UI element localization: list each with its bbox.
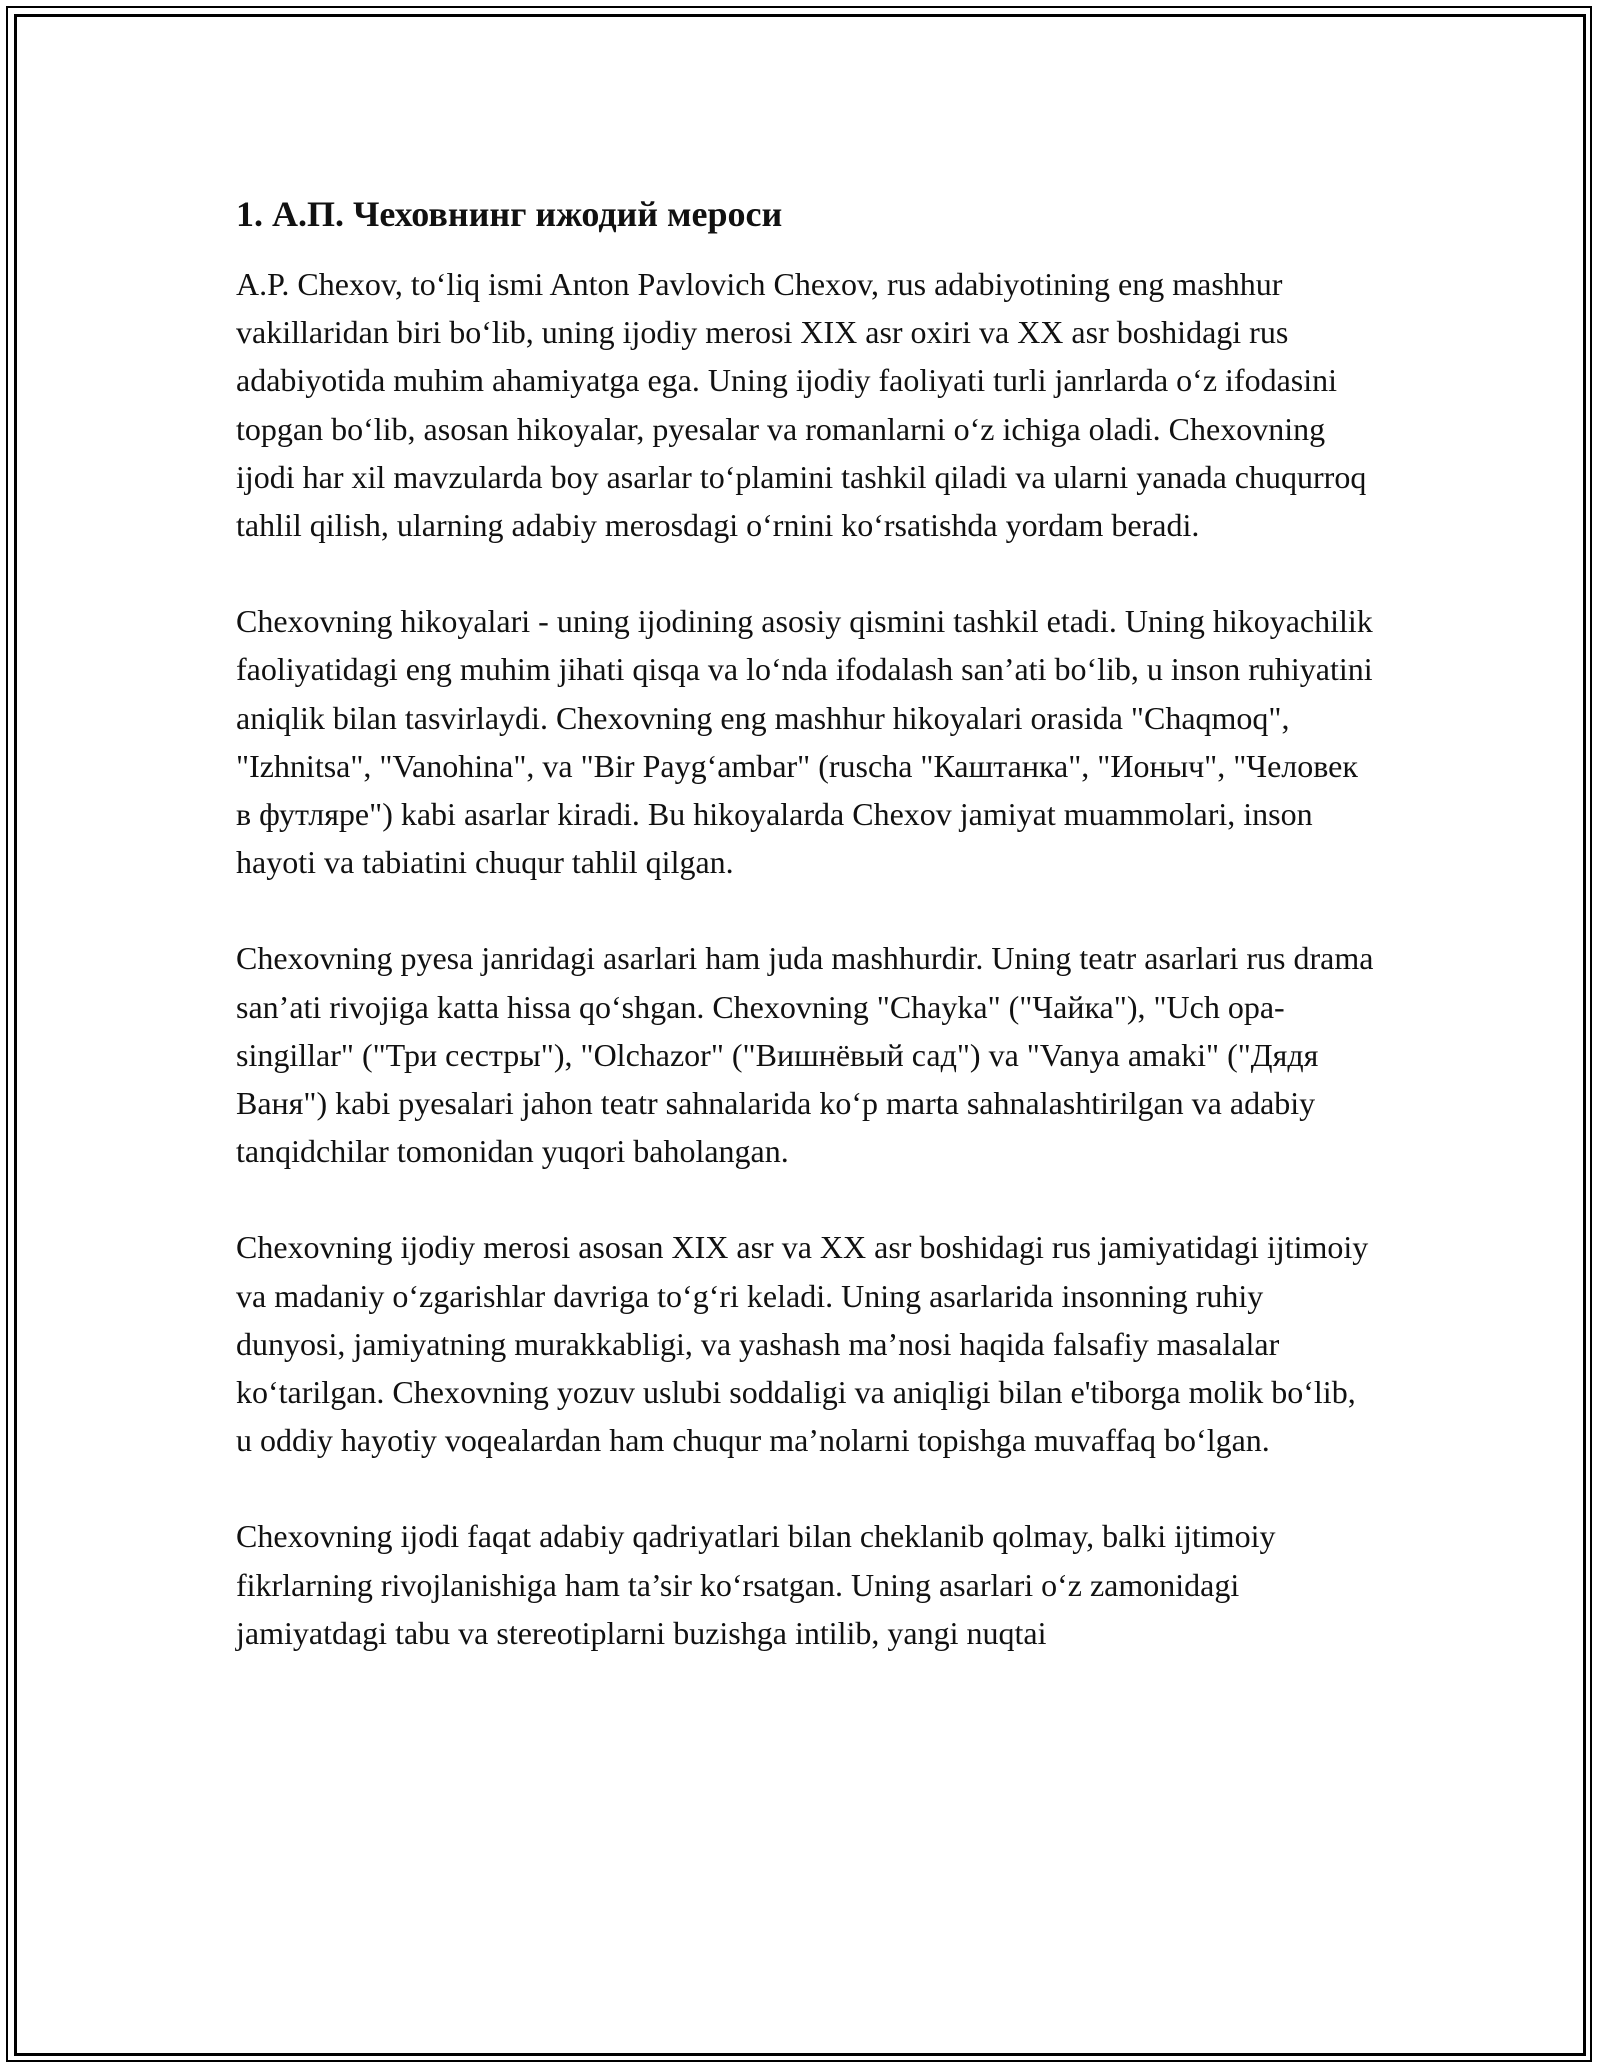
paragraph-stories: Chexovning hikoyalari - uning ijodining asosiy qismini tashkil etadi. Uning hikoyachilik faoliyatidagi eng muhim jihati qisqa va lo‘nda ifodalash san’ati bo‘lib, u inson ruhiyatini aniqlik bilan tasvirlaydi. Chexovning eng mashhur hikoyalari orasida "Chaqmoq", "Izhnitsa", "Vanohina", va "Bir Payg‘ambar" (ruscha "Каштанка", "Ионыч", "Человек в футляре") kabi asarlar kiradi. Bu hikoyalarda Chexov jamiyat muammolari, inson hayoti va tabiatini chuqur tahlil qilgan. (236, 603, 1373, 881)
paragraph-intro: A.P. Chexov, to‘liq ismi Anton Pavlovich Chexov, rus adabiyotining eng mashhur vakillaridan biri bo‘lib, uning ijodiy merosi XIX asr oxiri va XX asr boshidagi rus adabiyotida muhim ahamiyatga ega. Uning ijodiy faoliyati turli janrlarda o‘z ifodasini topgan bo‘lib, asosan hikoyalar, pyesalar va romanlarni o‘z ichiga oladi. Chexovning ijodi har xil mavzularda boy asarlar to‘plamini tashkil qiladi va ularni yanada chuqurroq tahlil qilish, ularning adabiy merosdagi o‘rnini ko‘rsatishda yordam beradi. (236, 266, 1367, 544)
section-heading: 1. А.П. Чеховнинг ижодий мероси (236, 194, 783, 234)
paragraph-plays: Chexovning pyesa janridagi asarlari ham juda mashhurdir. Uning teatr asarlari rus drama san’ati rivojiga katta hissa qo‘shgan. Chexovning "Chayka" ("Чайка"), "Uch opa-singillar" ("Три сестры"), "Olchazor" ("Вишнёвый сад") va "Vanya amaki" ("Дядя Ваня") kabi pyesalari jahon teatr sahnalarida ko‘p marta sahnalashtirilgan va adabiy tanqidchilar tomonidan yuqori baholangan. (236, 940, 1374, 1170)
paragraph-legacy: Chexovning ijodiy merosi asosan XIX asr va XX asr boshidagi rus jamiyatidagi ijtimoiy va madaniy o‘zgarishlar davriga to‘g‘ri keladi. Uning asarlarida insonning ruhiy dunyosi, jamiyatning murakkabligi, va yashash ma’nosi haqida falsafiy masalalar ko‘tarilgan. Chexovning yozuv uslubi soddaligi va aniqligi bilan e'tiborga molik bo‘lib, u oddiy hayotiy voqealardan ham chuqur ma’nolarni topishga muvaffaq bo‘lgan. (236, 1229, 1369, 1459)
paragraph-influence: Chexovning ijodi faqat adabiy qadriyatlari bilan cheklanib qolmay, balki ijtimoiy fikrlarning rivojlanishiga ham ta’sir ko‘rsatgan. Uning asarlari o‘z zamonidagi jamiyatdagi tabu va stereotiplarni buzishga intilib, yangi nuqtai (236, 1518, 1276, 1651)
document-body (236, 192, 1376, 1657)
